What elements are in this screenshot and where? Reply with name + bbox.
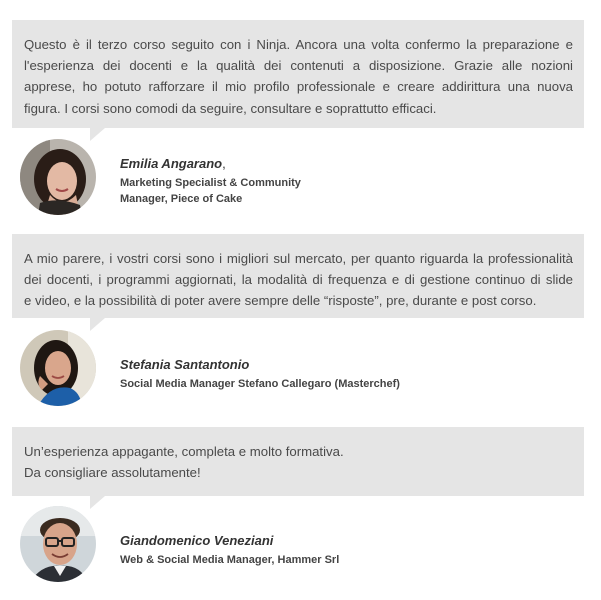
testimonial-3 — [12, 427, 584, 566]
quote-line: dei docenti, i programmi aggiornati, la modalità di frequenza e di gestione continuo di slide — [24, 272, 573, 288]
testimonial-author — [20, 506, 580, 586]
quote-line: apprese, ho potuto rafforzare il mio profilo professionale e creare addirittura una nuova — [24, 79, 573, 95]
author-name-suffix: , — [222, 156, 226, 171]
quote-line: Un’esperienza appagante, completa e molto formativa. — [24, 444, 344, 459]
author-name-line — [120, 356, 520, 374]
author-name: Emilia Angarano — [120, 156, 223, 171]
quote-line: figura. I corsi sono comodi da seguire, consultare e soprattutto efficaci. — [24, 100, 437, 116]
testimonial-quote — [12, 20, 584, 128]
testimonial-1 — [12, 20, 584, 205]
author-name: Stefania Santantonio — [120, 357, 250, 372]
quote-line: A mio parere, i vostri corsi sono i migliori sul mercato, per quanto riguarda la professionalità — [24, 251, 573, 266]
author-role — [120, 175, 340, 207]
author-role — [120, 552, 520, 568]
quote-line: l'esperienza dei docenti e la qualità dei contenuti a disposizione. Grazie alle nozioni — [24, 58, 573, 74]
testimonial-author — [20, 330, 580, 410]
quote-line: e video, e la possibilità di poter avere sempre delle “risposte”, pre, durante e post corso. — [24, 293, 537, 309]
author-role — [120, 376, 520, 392]
quote-line: Da consigliare assolutamente! — [24, 465, 201, 481]
quote-line: Questo è il terzo corso seguito con i Ninja. Ancora una volta confermo la preparazione e — [24, 37, 573, 52]
author-role-line: Web & Social Media Manager, Hammer Srl — [120, 554, 340, 566]
author-name-line — [120, 532, 520, 550]
author-role-line: Manager, Piece of Cake — [120, 193, 243, 205]
testimonial-2 — [12, 234, 584, 390]
author-name-line — [120, 155, 340, 173]
testimonial-author — [20, 139, 580, 219]
avatar — [20, 506, 96, 582]
avatar — [20, 139, 96, 215]
author-info — [120, 356, 520, 392]
author-name: Giandomenico Veneziani — [120, 533, 274, 548]
avatar — [20, 330, 96, 406]
author-role-line: Marketing Specialist & Community — [120, 177, 301, 189]
author-role-line: Social Media Manager Stefano Callegaro (Masterchef) — [120, 378, 400, 390]
author-info — [120, 155, 340, 207]
testimonial-quote — [12, 234, 584, 318]
testimonial-quote — [12, 427, 584, 496]
author-info — [120, 532, 520, 568]
